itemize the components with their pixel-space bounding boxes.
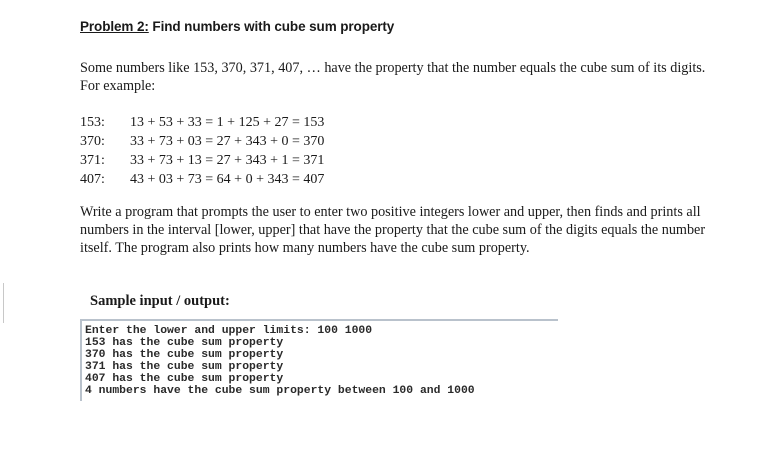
example-number: 370: — [80, 134, 105, 149]
example-number: 371: — [80, 153, 105, 168]
problem-label: Problem 2: — [80, 19, 149, 34]
example-row — [80, 151, 324, 170]
console-line: 371 has the cube sum property — [85, 361, 284, 373]
intro-paragraph: Some numbers like 153, 370, 371, 407, … have the property that the number equals the cube sum of its digits. For example: — [80, 60, 706, 94]
example-equation: 13 + 53 + 33 = 1 + 125 + 27 = 153 — [130, 115, 325, 130]
example-row — [80, 132, 324, 151]
console-line: 407 has the cube sum property — [85, 373, 284, 385]
page-edge-divider — [3, 283, 4, 323]
example-number: 153: — [80, 115, 105, 130]
example-equation: 33 + 73 + 13 = 27 + 343 + 1 = 371 — [130, 153, 325, 168]
console-output — [80, 319, 558, 401]
example-equation: 43 + 03 + 73 = 64 + 0 + 343 = 407 — [130, 172, 325, 187]
problem-title — [80, 19, 394, 34]
console-line: Enter the lower and upper limits: 100 1000 — [85, 325, 373, 337]
console-line: 4 numbers have the cube sum property between 100 and 1000 — [85, 385, 475, 397]
console-line: 370 has the cube sum property — [85, 349, 284, 361]
problem-heading-text: Find numbers with cube sum property — [148, 19, 395, 34]
sample-io-heading: Sample input / output: — [90, 293, 230, 309]
example-number: 407: — [80, 172, 105, 187]
example-row — [80, 170, 324, 189]
task-paragraph: Write a program that prompts the user to enter two positive integers lower and upper, then finds and prints all numbers in the interval [lower, upper] that have the property that the cube sum of the digits equals the number itself. The program also prints how many numbers have the cube sum property. — [80, 204, 706, 256]
examples-list — [80, 113, 324, 189]
example-row — [80, 113, 324, 132]
console-line: 153 has the cube sum property — [85, 337, 284, 349]
example-equation: 33 + 73 + 03 = 27 + 343 + 0 = 370 — [130, 134, 325, 149]
console-text — [85, 325, 475, 397]
